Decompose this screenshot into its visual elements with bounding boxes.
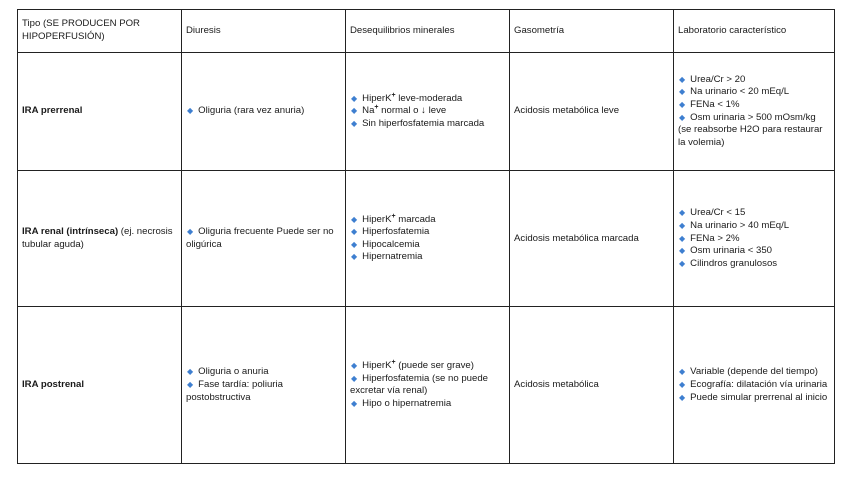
list-item: ◆ Hipernatremia	[351, 251, 423, 263]
list-item: ◆ Puede simular prerrenal al inicio	[679, 391, 828, 403]
lab-cell	[674, 307, 835, 464]
diamond-bullet-icon: ◆	[351, 93, 358, 103]
list-item: ◆ Ecografía: dilatación vía urinaria	[679, 378, 828, 390]
condition-name: IRA prerrenal	[22, 105, 83, 117]
diamond-bullet-icon: ◆	[351, 239, 358, 249]
diamond-bullet-icon: ◆	[351, 252, 358, 262]
diamond-bullet-icon: ◆	[679, 379, 686, 389]
diamond-bullet-icon: ◆	[679, 87, 686, 97]
list-item: ◆ Oliguria (rara vez anuria)	[187, 105, 305, 117]
diamond-bullet-icon: ◆	[187, 106, 194, 116]
header-tipo: Tipo (SE PRODUCEN POR HIPOPERFUSIÓN)	[18, 10, 182, 53]
type-cell	[18, 171, 182, 307]
ira-comparison-table	[17, 9, 835, 464]
list-item: ◆ Hipocalcemia	[351, 238, 420, 250]
list-item: ◆ FENa < 1%	[679, 98, 740, 110]
condition-name: IRA renal (intrínseca)	[22, 226, 119, 238]
diamond-bullet-icon: ◆	[679, 112, 686, 122]
list-item: ◆ Urea/Cr < 15	[679, 207, 746, 219]
condition-name: IRA postrenal	[22, 378, 85, 390]
minerals-cell	[346, 53, 510, 171]
minerals-cell	[346, 307, 510, 464]
list-item: ◆ Hiperfosfatemia	[351, 226, 430, 238]
list-item: ◆ Na urinario > 40 mEq/L	[679, 219, 790, 231]
list-item: ◆ FENa > 2%	[679, 232, 740, 244]
header-diuresis: Diuresis	[182, 10, 346, 53]
table-row	[18, 307, 835, 464]
diamond-bullet-icon: ◆	[679, 220, 686, 230]
list-item: ◆ Na+ normal o ↓ leve	[351, 104, 447, 117]
list-item: ◆ HiperK+ leve-moderada	[351, 91, 463, 104]
diamond-bullet-icon: ◆	[351, 361, 358, 371]
diamond-bullet-icon: ◆	[679, 233, 686, 243]
diamond-bullet-icon: ◆	[679, 99, 686, 109]
minerals-cell	[346, 171, 510, 307]
table-row	[18, 171, 835, 307]
diamond-bullet-icon: ◆	[351, 118, 358, 128]
table-row	[18, 53, 835, 171]
list-item: ◆ HiperK+ marcada	[351, 212, 436, 225]
diuresis-cell	[182, 307, 346, 464]
header-laboratorio: Laboratorio característico	[674, 10, 835, 53]
list-item: ◆ Na urinario < 20 mEq/L	[679, 86, 790, 98]
diamond-bullet-icon: ◆	[679, 208, 686, 218]
lab-cell	[674, 171, 835, 307]
gasometria-cell: Acidosis metabólica marcada	[510, 171, 674, 307]
diamond-bullet-icon: ◆	[679, 246, 686, 256]
list-item: ◆ Osm urinaria > 500 mOsm/kg (se reabsorbe H2O para restaurar la volemia)	[678, 111, 823, 148]
list-item: ◆ Fase tardía: poliuria postobstructiva	[186, 378, 283, 403]
diamond-bullet-icon: ◆	[187, 367, 194, 377]
list-item: ◆ Hiperfosfatemia (se no puede excretar vía renal)	[350, 372, 489, 397]
diamond-bullet-icon: ◆	[187, 227, 194, 237]
diamond-bullet-icon: ◆	[679, 74, 686, 84]
type-cell	[18, 307, 182, 464]
diamond-bullet-icon: ◆	[351, 398, 358, 408]
diuresis-cell	[182, 53, 346, 171]
diamond-bullet-icon: ◆	[351, 227, 358, 237]
list-item: ◆ Osm urinaria < 350	[679, 245, 773, 257]
type-cell	[18, 53, 182, 171]
list-item: ◆ Urea/Cr > 20	[679, 73, 746, 85]
diamond-bullet-icon: ◆	[679, 367, 686, 377]
lab-cell	[674, 53, 835, 171]
list-item: ◆ Sin hiperfosfatemia marcada	[351, 117, 485, 129]
header-desequilibrios: Desequilibrios minerales	[346, 10, 510, 53]
list-item: ◆ Oliguria o anuria	[187, 366, 269, 378]
diamond-bullet-icon: ◆	[187, 379, 194, 389]
diamond-bullet-icon: ◆	[679, 392, 686, 402]
diamond-bullet-icon: ◆	[351, 373, 358, 383]
header-gasometria: Gasometría	[510, 10, 674, 53]
list-item: ◆ Variable (depende del tiempo)	[679, 366, 818, 378]
diamond-bullet-icon: ◆	[351, 106, 358, 116]
diamond-bullet-icon: ◆	[679, 258, 686, 268]
list-item: ◆ Oliguria frecuente Puede ser no oligúrica	[186, 226, 334, 250]
condition-note: (ej. necrosis tubular aguda)	[22, 226, 173, 250]
list-item: ◆ Hipo o hipernatremia	[351, 397, 452, 409]
diamond-bullet-icon: ◆	[351, 214, 358, 224]
gasometria-cell: Acidosis metabólica leve	[510, 53, 674, 171]
diuresis-cell	[182, 171, 346, 307]
header-row	[18, 10, 835, 53]
list-item: ◆ Cilindros granulosos	[679, 257, 778, 269]
list-item: ◆ HiperK+ (puede ser grave)	[351, 358, 474, 372]
gasometria-cell: Acidosis metabólica	[510, 307, 674, 464]
